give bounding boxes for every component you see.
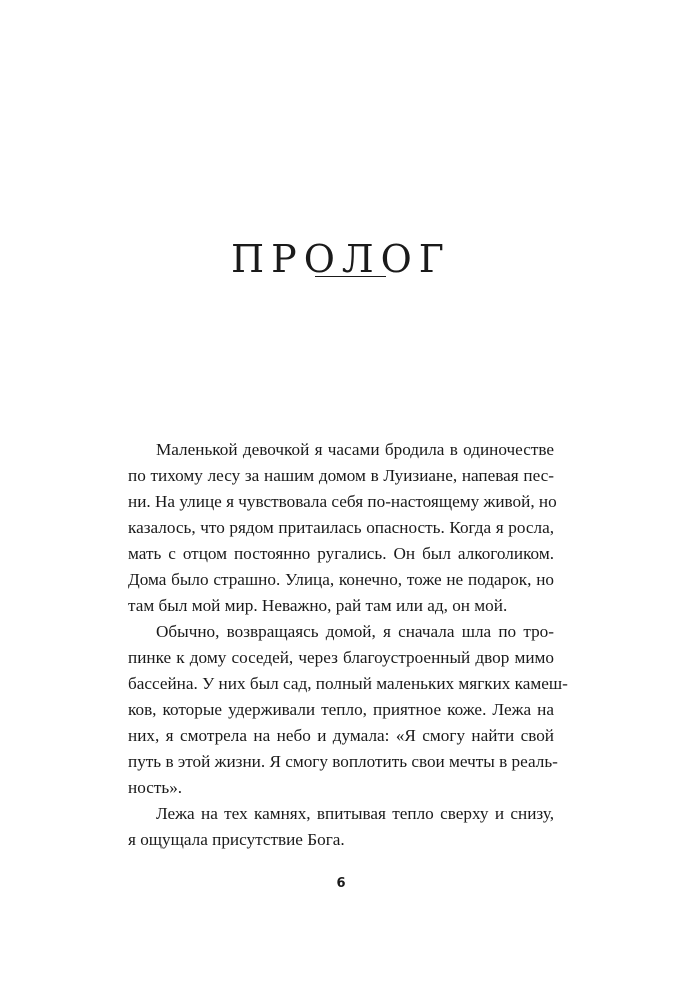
text-line: бассейна. У них был сад, полный маленьких мягких камеш- (128, 674, 568, 693)
text-line: по тихому лесу за нашим домом в Луизиане, напевая пес- (128, 466, 554, 485)
text-line: Маленькой девочкой я часами бродила в одиночестве (156, 440, 554, 459)
page-number: 6 (336, 876, 346, 891)
text-line: казалось, что рядом притаилась опасность. Когда я росла, (128, 518, 554, 537)
text-line: ни. На улице я чувствовала себя по-настоящему живой, но (128, 492, 557, 511)
text-line: Дома было страшно. Улица, конечно, тоже не подарок, но (128, 570, 554, 589)
text-line: Лежа на тех камнях, впитывая тепло сверху и снизу, (156, 804, 554, 823)
chapter-title: ПРОЛОГ (231, 237, 451, 282)
text-line: пинке к дому соседей, через благоустроенный двор мимо (128, 648, 554, 667)
paragraph-2 (128, 619, 568, 801)
body-text (128, 437, 568, 853)
text-line: путь в этой жизни. Я смогу воплотить свои мечты в реаль- (128, 752, 558, 771)
text-line: них, я смотрела на небо и думала: «Я смогу найти свой (128, 726, 554, 745)
paragraph-1 (128, 437, 557, 619)
text-line: мать с отцом постоянно ругались. Он был алкоголиком. (128, 544, 554, 563)
text-line: Обычно, возвращаясь домой, я сначала шла по тро- (156, 622, 554, 641)
title-underline (315, 276, 386, 277)
paragraph-3 (128, 801, 554, 853)
text-line: ков, которые удерживали тепло, приятное коже. Лежа на (128, 700, 554, 719)
text-line: я ощущала присутствие Бога. (128, 830, 345, 849)
text-line: ность». (128, 778, 183, 797)
text-line: там был мой мир. Неважно, рай там или ад, он мой. (128, 596, 508, 615)
